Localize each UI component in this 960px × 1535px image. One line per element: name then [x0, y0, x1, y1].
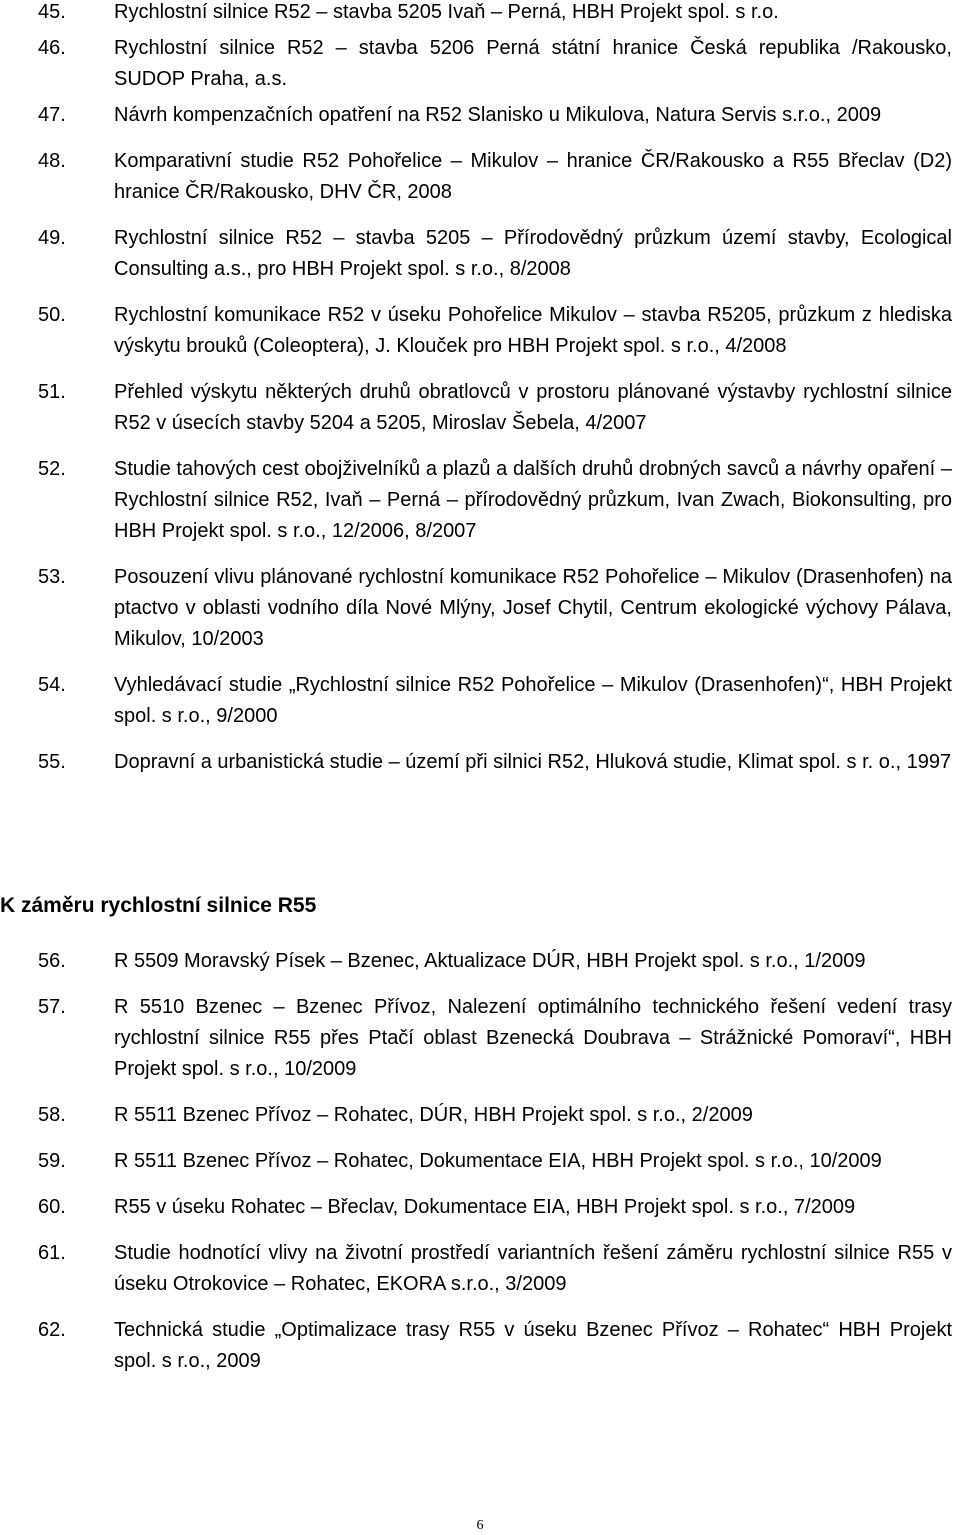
- item-number: 53.: [38, 566, 66, 588]
- list-item: [0, 747, 956, 778]
- item-number: 45.: [38, 1, 66, 23]
- list-item: [0, 946, 956, 977]
- item-text: Technická studie „Optimalizace trasy R55 v úseku Bzenec Přívoz – Rohatec“ HBH Projekt spol. s r.o., 2009: [114, 1319, 952, 1372]
- r55-reference-list: [0, 890, 960, 1392]
- list-item: [0, 0, 956, 28]
- list-item: [0, 562, 956, 655]
- item-number: 61.: [38, 1242, 66, 1264]
- item-number: 50.: [38, 304, 66, 326]
- item-text: Přehled výskytu některých druhů obratlovců v prostoru plánované výstavby rychlostní silnice R52 v úsecích stavby 5204 a 5205, Miroslav Šebela, 4/2007: [114, 381, 952, 434]
- item-text: Rychlostní silnice R52 – stavba 5205 – Přírodovědný průzkum území stavby, Ecological Consulting a.s., pro HBH Projekt spol. s r.o., 8/2008: [114, 227, 952, 280]
- item-number: 56.: [38, 950, 66, 972]
- item-number: 62.: [38, 1319, 66, 1341]
- item-number: 48.: [38, 150, 66, 172]
- list-item: [0, 454, 956, 547]
- item-number: 55.: [38, 751, 66, 773]
- item-text: Návrh kompenzačních opatření na R52 Slanisko u Mikulova, Natura Servis s.r.o., 2009: [114, 104, 882, 126]
- item-text: Studie hodnotící vlivy na životní prostředí variantních řešení záměru rychlostní silnice R55 v úseku Otrokovice – Rohatec, EKORA s.r.o., 3/2009: [114, 1242, 952, 1295]
- item-text: R 5510 Bzenec – Bzenec Přívoz, Nalezení optimálního technického řešení vedení trasy rychlostní silnice R55 přes Ptačí oblast Bzenecká Doubrava – Strážnické Pomoraví“, HBH Projekt spol. s r.o., 10/2009: [114, 996, 952, 1080]
- item-number: 58.: [38, 1104, 66, 1126]
- item-text: Rychlostní silnice R52 – stavba 5205 Ivaň – Perná, HBH Projekt spol. s r.o.: [114, 1, 779, 23]
- item-text: Dopravní a urbanistická studie – území při silnici R52, Hluková studie, Klimat spol. s r. o., 1997: [114, 751, 952, 773]
- item-text: R 5511 Bzenec Přívoz – Rohatec, DÚR, HBH Projekt spol. s r.o., 2/2009: [114, 1104, 753, 1126]
- item-text: Studie tahových cest obojživelníků a plazů a dalších druhů drobných savců a návrhy opaření – Rychlostní silnice R52, Ivaň – Perná – přírodovědný průzkum, Ivan Zwach, Biokonsulting, pro HBH Projekt spol. s r.o., 12/2006, 8/2007: [114, 458, 952, 542]
- item-number: 46.: [38, 37, 66, 59]
- item-number: 54.: [38, 674, 66, 696]
- item-text: Rychlostní silnice R52 – stavba 5206 Perná státní hranice Česká republika /Rakousko, SUDOP Praha, a.s.: [114, 37, 952, 90]
- item-number: 47.: [38, 104, 66, 126]
- list-item: [0, 377, 956, 439]
- item-text: Posouzení vlivu plánované rychlostní komunikace R52 Pohořelice – Mikulov (Drasenhofen) na ptactvo v oblasti vodního díla Nové Mlýny, Josef Chytil, Centrum ekologické výchovy Pálava, Mikulov, 10/2003: [114, 566, 952, 650]
- list-item: [0, 100, 956, 131]
- section-heading: K záměru rychlostní silnice R55: [0, 894, 317, 917]
- list-item: [0, 33, 956, 95]
- item-number: 60.: [38, 1196, 66, 1218]
- list-item: [0, 1315, 956, 1377]
- list-item: [0, 670, 956, 732]
- item-number: 57.: [38, 996, 66, 1018]
- item-number: 51.: [38, 381, 66, 403]
- item-number: 49.: [38, 227, 66, 249]
- list-item: [0, 1192, 956, 1223]
- item-text: Komparativní studie R52 Pohořelice – Mikulov – hranice ČR/Rakousko a R55 Břeclav (D2) hranice ČR/Rakousko, DHV ČR, 2008: [114, 150, 952, 203]
- item-text: Rychlostní komunikace R52 v úseku Pohořelice Mikulov – stavba R5205, průzkum z hlediska výskytu brouků (Coleoptera), J. Klouček pro HBH Projekt spol. s r.o., 4/2008: [114, 304, 952, 357]
- item-text: Vyhledávací studie „Rychlostní silnice R52 Pohořelice – Mikulov (Drasenhofen)“, HBH Projekt spol. s r.o., 9/2000: [114, 674, 952, 727]
- item-text: R 5509 Moravský Písek – Bzenec, Aktualizace DÚR, HBH Projekt spol. s r.o., 1/2009: [114, 950, 866, 972]
- list-item: [0, 992, 956, 1085]
- list-item: [0, 1146, 956, 1177]
- list-item: [0, 223, 956, 285]
- item-text: R55 v úseku Rohatec – Břeclav, Dokumentace EIA, HBH Projekt spol. s r.o., 7/2009: [114, 1196, 856, 1218]
- list-item: [0, 300, 956, 362]
- page-number: 6: [476, 1518, 484, 1533]
- list-item: [0, 1238, 956, 1300]
- list-item: [0, 146, 956, 208]
- item-number: 52.: [38, 458, 66, 480]
- item-number: 59.: [38, 1150, 66, 1172]
- list-item: [0, 1100, 956, 1131]
- item-text: R 5511 Bzenec Přívoz – Rohatec, Dokumentace EIA, HBH Projekt spol. s r.o., 10/2009: [114, 1150, 882, 1172]
